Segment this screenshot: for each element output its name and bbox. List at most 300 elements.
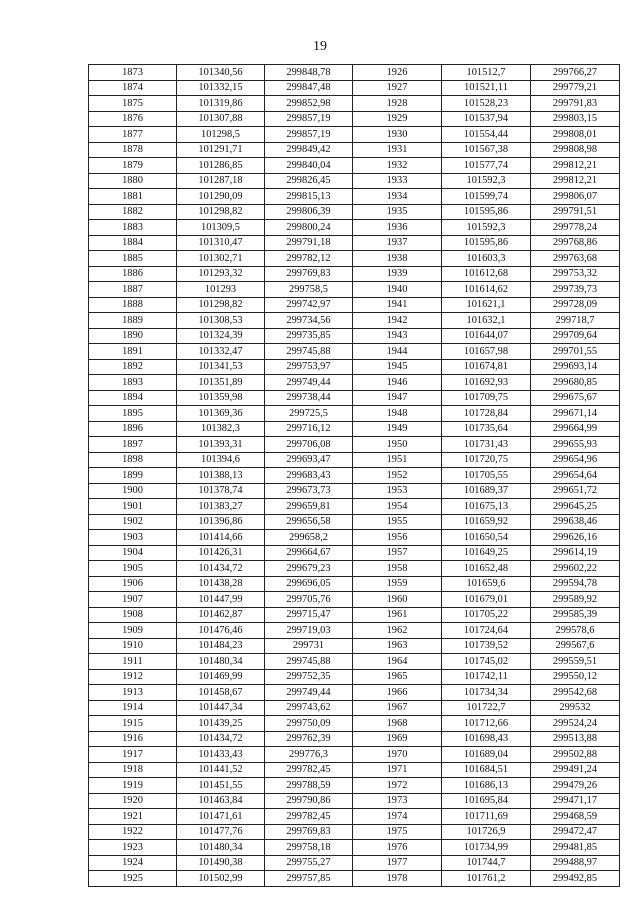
y-coordinate-right: 299614,19 [531,545,620,561]
point-number-left: 1911 [89,654,177,670]
y-coordinate-right: 299675,67 [531,390,620,406]
x-coordinate-right: 101705,22 [442,607,531,623]
y-coordinate-right: 299778,24 [531,220,620,236]
y-coordinate-left: 299849,42 [265,142,353,158]
y-coordinate-left: 299769,83 [265,266,353,282]
x-coordinate-left: 101293,32 [177,266,265,282]
point-number-right: 1961 [353,607,442,623]
x-coordinate-right: 101599,74 [442,189,531,205]
point-number-left: 1896 [89,421,177,437]
table-row [89,499,620,515]
x-coordinate-right: 101720,75 [442,452,531,468]
table-row [89,592,620,608]
x-coordinate-right: 101652,48 [442,561,531,577]
x-coordinate-right: 101735,64 [442,421,531,437]
y-coordinate-right: 299655,93 [531,437,620,453]
point-number-right: 1975 [353,824,442,840]
x-coordinate-left: 101332,47 [177,344,265,360]
point-number-right: 1945 [353,359,442,375]
y-coordinate-left: 299791,18 [265,235,353,251]
table-row [89,204,620,220]
x-coordinate-left: 101396,86 [177,514,265,530]
x-coordinate-right: 101728,84 [442,406,531,422]
x-coordinate-right: 101595,86 [442,204,531,220]
point-number-left: 1914 [89,700,177,716]
table-row [89,344,620,360]
x-coordinate-left: 101451,55 [177,778,265,794]
point-number-left: 1922 [89,824,177,840]
y-coordinate-left: 299857,19 [265,111,353,127]
x-coordinate-left: 101394,6 [177,452,265,468]
x-coordinate-left: 101369,36 [177,406,265,422]
y-coordinate-left: 299806,39 [265,204,353,220]
point-number-left: 1916 [89,731,177,747]
y-coordinate-right: 299803,15 [531,111,620,127]
x-coordinate-left: 101308,53 [177,313,265,329]
x-coordinate-left: 101434,72 [177,731,265,747]
point-number-right: 1977 [353,855,442,871]
y-coordinate-left: 299749,44 [265,685,353,701]
y-coordinate-left: 299848,78 [265,65,353,81]
table-row [89,390,620,406]
point-number-left: 1907 [89,592,177,608]
y-coordinate-right: 299718,7 [531,313,620,329]
x-coordinate-right: 101592,3 [442,173,531,189]
x-coordinate-right: 101684,51 [442,762,531,778]
point-number-left: 1874 [89,80,177,96]
x-coordinate-right: 101722,7 [442,700,531,716]
table-row [89,700,620,716]
table-row [89,514,620,530]
coordinates-table [88,64,620,887]
table-row [89,266,620,282]
x-coordinate-left: 101438,28 [177,576,265,592]
point-number-right: 1960 [353,592,442,608]
point-number-right: 1955 [353,514,442,530]
point-number-left: 1885 [89,251,177,267]
point-number-left: 1904 [89,545,177,561]
y-coordinate-right: 299472,47 [531,824,620,840]
y-coordinate-right: 299479,26 [531,778,620,794]
table-row [89,437,620,453]
y-coordinate-right: 299728,09 [531,297,620,313]
table-row [89,65,620,81]
y-coordinate-left: 299840,04 [265,158,353,174]
point-number-left: 1887 [89,282,177,298]
table-row [89,468,620,484]
x-coordinate-right: 101679,01 [442,592,531,608]
y-coordinate-right: 299471,17 [531,793,620,809]
point-number-right: 1973 [353,793,442,809]
point-number-left: 1881 [89,189,177,205]
x-coordinate-right: 101592,3 [442,220,531,236]
x-coordinate-left: 101382,3 [177,421,265,437]
x-coordinate-left: 101309,5 [177,220,265,236]
table-row [89,545,620,561]
point-number-left: 1880 [89,173,177,189]
y-coordinate-left: 299734,56 [265,313,353,329]
table-row [89,778,620,794]
x-coordinate-right: 101567,38 [442,142,531,158]
x-coordinate-right: 101577,74 [442,158,531,174]
y-coordinate-right: 299594,78 [531,576,620,592]
x-coordinate-right: 101709,75 [442,390,531,406]
y-coordinate-right: 299645,25 [531,499,620,515]
x-coordinate-left: 101290,09 [177,189,265,205]
x-coordinate-right: 101537,94 [442,111,531,127]
y-coordinate-left: 299738,44 [265,390,353,406]
y-coordinate-right: 299532 [531,700,620,716]
table-row [89,251,620,267]
table-row [89,840,620,856]
x-coordinate-left: 101426,31 [177,545,265,561]
x-coordinate-right: 101761,2 [442,871,531,887]
y-coordinate-right: 299791,51 [531,204,620,220]
y-coordinate-left: 299679,23 [265,561,353,577]
y-coordinate-left: 299716,12 [265,421,353,437]
point-number-left: 1909 [89,623,177,639]
point-number-right: 1974 [353,809,442,825]
y-coordinate-left: 299762,39 [265,731,353,747]
point-number-left: 1891 [89,344,177,360]
x-coordinate-right: 101726,9 [442,824,531,840]
table-row [89,328,620,344]
x-coordinate-left: 101458,67 [177,685,265,701]
x-coordinate-right: 101744,7 [442,855,531,871]
point-number-left: 1894 [89,390,177,406]
y-coordinate-right: 299481,85 [531,840,620,856]
point-number-left: 1886 [89,266,177,282]
y-coordinate-right: 299739,73 [531,282,620,298]
x-coordinate-left: 101388,13 [177,468,265,484]
y-coordinate-left: 299749,44 [265,375,353,391]
point-number-right: 1937 [353,235,442,251]
table-row [89,282,620,298]
point-number-left: 1897 [89,437,177,453]
coordinates-table-body [89,65,620,887]
y-coordinate-right: 299502,88 [531,747,620,763]
point-number-right: 1949 [353,421,442,437]
y-coordinate-right: 299791,83 [531,96,620,112]
point-number-right: 1969 [353,731,442,747]
x-coordinate-left: 101477,76 [177,824,265,840]
point-number-right: 1954 [353,499,442,515]
table-row [89,530,620,546]
y-coordinate-left: 299673,73 [265,483,353,499]
x-coordinate-right: 101632,1 [442,313,531,329]
table-row [89,297,620,313]
y-coordinate-left: 299750,09 [265,716,353,732]
table-row [89,220,620,236]
point-number-left: 1882 [89,204,177,220]
point-number-left: 1888 [89,297,177,313]
x-coordinate-left: 101324,39 [177,328,265,344]
table-row [89,654,620,670]
y-coordinate-left: 299753,97 [265,359,353,375]
table-row [89,669,620,685]
x-coordinate-left: 101469,99 [177,669,265,685]
point-number-left: 1875 [89,96,177,112]
x-coordinate-left: 101310,47 [177,235,265,251]
x-coordinate-left: 101332,15 [177,80,265,96]
x-coordinate-right: 101650,54 [442,530,531,546]
y-coordinate-left: 299719,03 [265,623,353,639]
point-number-left: 1908 [89,607,177,623]
point-number-right: 1938 [353,251,442,267]
y-coordinate-left: 299715,47 [265,607,353,623]
table-row [89,871,620,887]
table-row [89,623,620,639]
x-coordinate-left: 101463,84 [177,793,265,809]
y-coordinate-right: 299602,22 [531,561,620,577]
x-coordinate-left: 101447,34 [177,700,265,716]
point-number-right: 1933 [353,173,442,189]
x-coordinate-right: 101614,62 [442,282,531,298]
table-row [89,421,620,437]
page-number: 19 [313,39,327,54]
point-number-right: 1939 [353,266,442,282]
point-number-right: 1934 [353,189,442,205]
point-number-right: 1942 [353,313,442,329]
y-coordinate-left: 299745,88 [265,654,353,670]
table-row [89,809,620,825]
table-row [89,685,620,701]
point-number-left: 1890 [89,328,177,344]
x-coordinate-left: 101291,71 [177,142,265,158]
point-number-left: 1900 [89,483,177,499]
x-coordinate-right: 101692,93 [442,375,531,391]
point-number-right: 1952 [353,468,442,484]
x-coordinate-left: 101434,72 [177,561,265,577]
point-number-right: 1932 [353,158,442,174]
x-coordinate-right: 101554,44 [442,127,531,143]
table-row [89,716,620,732]
point-number-left: 1915 [89,716,177,732]
y-coordinate-right: 299806,07 [531,189,620,205]
x-coordinate-left: 101298,82 [177,297,265,313]
table-row [89,824,620,840]
point-number-right: 1946 [353,375,442,391]
point-number-left: 1903 [89,530,177,546]
x-coordinate-right: 101595,86 [442,235,531,251]
point-number-right: 1963 [353,638,442,654]
point-number-right: 1970 [353,747,442,763]
point-number-right: 1956 [353,530,442,546]
point-number-right: 1959 [353,576,442,592]
y-coordinate-right: 299492,85 [531,871,620,887]
x-coordinate-left: 101439,25 [177,716,265,732]
x-coordinate-right: 101659,6 [442,576,531,592]
y-coordinate-left: 299758,18 [265,840,353,856]
y-coordinate-left: 299852,98 [265,96,353,112]
point-number-left: 1873 [89,65,177,81]
y-coordinate-left: 299693,47 [265,452,353,468]
x-coordinate-right: 101621,1 [442,297,531,313]
point-number-left: 1906 [89,576,177,592]
point-number-right: 1926 [353,65,442,81]
point-number-left: 1892 [89,359,177,375]
point-number-right: 1931 [353,142,442,158]
x-coordinate-left: 101414,66 [177,530,265,546]
y-coordinate-right: 299709,64 [531,328,620,344]
x-coordinate-right: 101724,64 [442,623,531,639]
x-coordinate-left: 101393,31 [177,437,265,453]
point-number-right: 1947 [353,390,442,406]
x-coordinate-left: 101502,99 [177,871,265,887]
point-number-right: 1927 [353,80,442,96]
x-coordinate-left: 101476,46 [177,623,265,639]
point-number-left: 1920 [89,793,177,809]
point-number-right: 1943 [353,328,442,344]
y-coordinate-left: 299758,5 [265,282,353,298]
x-coordinate-right: 101686,13 [442,778,531,794]
table-row [89,111,620,127]
y-coordinate-left: 299755,27 [265,855,353,871]
point-number-right: 1935 [353,204,442,220]
point-number-right: 1936 [353,220,442,236]
y-coordinate-right: 299585,39 [531,607,620,623]
y-coordinate-left: 299725,5 [265,406,353,422]
x-coordinate-left: 101441,52 [177,762,265,778]
point-number-right: 1941 [353,297,442,313]
point-number-left: 1912 [89,669,177,685]
point-number-right: 1951 [353,452,442,468]
x-coordinate-right: 101705,55 [442,468,531,484]
x-coordinate-right: 101675,13 [442,499,531,515]
point-number-left: 1902 [89,514,177,530]
point-number-right: 1950 [353,437,442,453]
y-coordinate-left: 299664,67 [265,545,353,561]
point-number-right: 1944 [353,344,442,360]
x-coordinate-right: 101712,66 [442,716,531,732]
x-coordinate-left: 101302,71 [177,251,265,267]
table-row [89,313,620,329]
x-coordinate-left: 101351,89 [177,375,265,391]
x-coordinate-right: 101612,68 [442,266,531,282]
x-coordinate-left: 101378,74 [177,483,265,499]
y-coordinate-right: 299488,97 [531,855,620,871]
point-number-left: 1918 [89,762,177,778]
y-coordinate-right: 299542,68 [531,685,620,701]
x-coordinate-right: 101649,25 [442,545,531,561]
table-row [89,406,620,422]
table-row [89,127,620,143]
table-row [89,762,620,778]
table-row [89,142,620,158]
x-coordinate-right: 101742,11 [442,669,531,685]
y-coordinate-left: 299776,3 [265,747,353,763]
y-coordinate-left: 299800,24 [265,220,353,236]
x-coordinate-left: 101287,18 [177,173,265,189]
table-row [89,576,620,592]
y-coordinate-right: 299589,92 [531,592,620,608]
x-coordinate-left: 101480,34 [177,654,265,670]
y-coordinate-right: 299578,6 [531,623,620,639]
point-number-right: 1971 [353,762,442,778]
table-row [89,855,620,871]
x-coordinate-left: 101298,82 [177,204,265,220]
point-number-left: 1924 [89,855,177,871]
x-coordinate-left: 101490,38 [177,855,265,871]
y-coordinate-left: 299659,81 [265,499,353,515]
table-row [89,793,620,809]
point-number-right: 1953 [353,483,442,499]
y-coordinate-left: 299745,88 [265,344,353,360]
table-row [89,638,620,654]
point-number-right: 1966 [353,685,442,701]
point-number-left: 1910 [89,638,177,654]
y-coordinate-right: 299638,46 [531,514,620,530]
y-coordinate-right: 299654,96 [531,452,620,468]
point-number-left: 1917 [89,747,177,763]
y-coordinate-left: 299782,12 [265,251,353,267]
y-coordinate-right: 299779,21 [531,80,620,96]
y-coordinate-right: 299626,16 [531,530,620,546]
table-row [89,158,620,174]
point-number-right: 1957 [353,545,442,561]
x-coordinate-left: 101447,99 [177,592,265,608]
y-coordinate-left: 299731 [265,638,353,654]
x-coordinate-right: 101659,92 [442,514,531,530]
y-coordinate-left: 299782,45 [265,809,353,825]
y-coordinate-left: 299735,85 [265,328,353,344]
x-coordinate-right: 101657,98 [442,344,531,360]
y-coordinate-right: 299524,24 [531,716,620,732]
x-coordinate-right: 101731,43 [442,437,531,453]
y-coordinate-left: 299757,85 [265,871,353,887]
y-coordinate-left: 299790,86 [265,793,353,809]
y-coordinate-right: 299559,51 [531,654,620,670]
point-number-right: 1965 [353,669,442,685]
point-number-left: 1889 [89,313,177,329]
x-coordinate-left: 101484,23 [177,638,265,654]
x-coordinate-right: 101644,07 [442,328,531,344]
point-number-left: 1884 [89,235,177,251]
y-coordinate-right: 299671,14 [531,406,620,422]
y-coordinate-left: 299752,35 [265,669,353,685]
y-coordinate-right: 299766,27 [531,65,620,81]
table-row [89,561,620,577]
x-coordinate-left: 101298,5 [177,127,265,143]
y-coordinate-right: 299701,55 [531,344,620,360]
y-coordinate-right: 299812,21 [531,158,620,174]
y-coordinate-right: 299768,86 [531,235,620,251]
y-coordinate-left: 299683,43 [265,468,353,484]
point-number-left: 1923 [89,840,177,856]
x-coordinate-left: 101359,98 [177,390,265,406]
y-coordinate-left: 299815,13 [265,189,353,205]
y-coordinate-right: 299763,68 [531,251,620,267]
y-coordinate-right: 299468,59 [531,809,620,825]
table-row [89,189,620,205]
point-number-left: 1879 [89,158,177,174]
y-coordinate-left: 299743,62 [265,700,353,716]
table-row [89,96,620,112]
x-coordinate-right: 101521,11 [442,80,531,96]
point-number-left: 1877 [89,127,177,143]
table-row [89,173,620,189]
point-number-left: 1895 [89,406,177,422]
x-coordinate-right: 101512,7 [442,65,531,81]
point-number-left: 1899 [89,468,177,484]
y-coordinate-right: 299808,98 [531,142,620,158]
table-row [89,607,620,623]
x-coordinate-left: 101462,87 [177,607,265,623]
y-coordinate-right: 299812,21 [531,173,620,189]
point-number-right: 1962 [353,623,442,639]
x-coordinate-left: 101340,56 [177,65,265,81]
point-number-right: 1967 [353,700,442,716]
